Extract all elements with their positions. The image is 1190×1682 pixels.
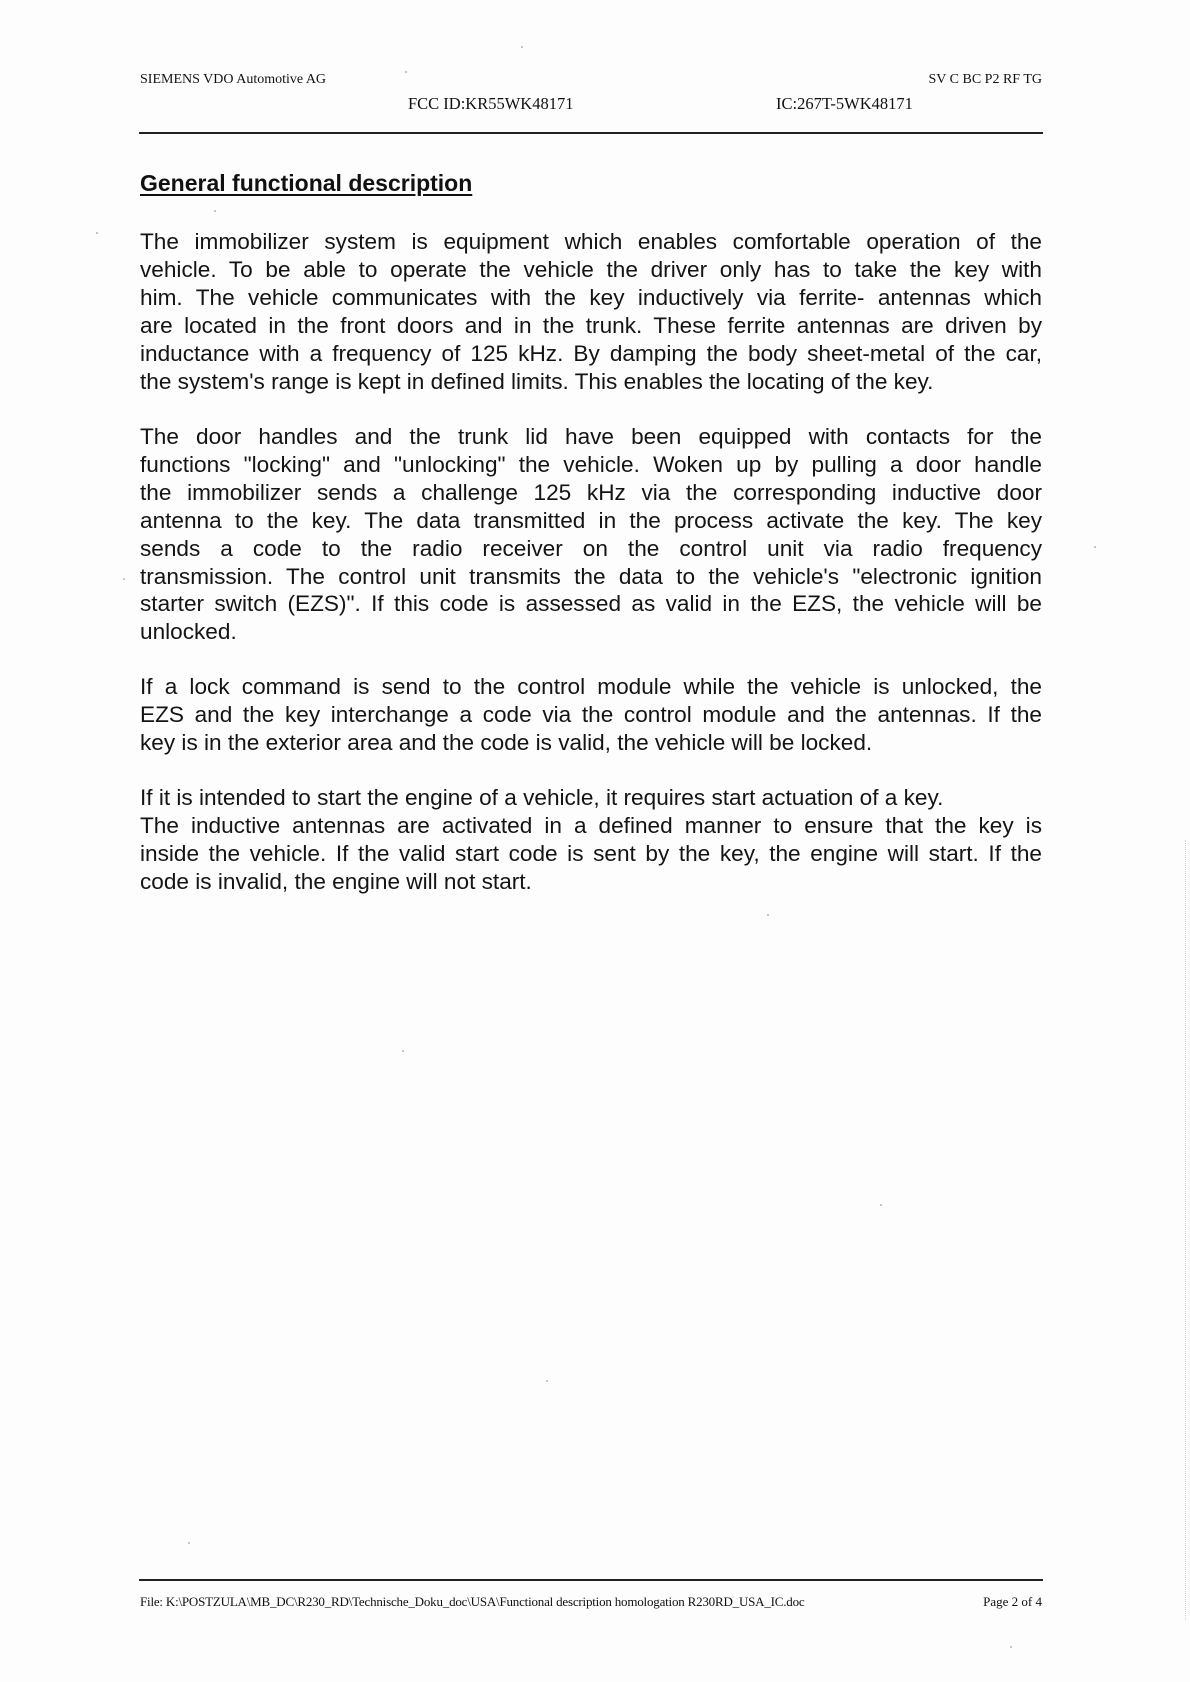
paragraph-line: sends a code to the radio receiver on the control unit via radio frequency bbox=[140, 535, 1042, 561]
paragraph-line: key is in the exterior area and the code is valid, the vehicle will be locked. bbox=[140, 729, 873, 755]
scan-speck bbox=[546, 1380, 548, 1382]
paragraph-line: If a lock command is send to the control module while the vehicle is unlocked, the bbox=[140, 674, 1042, 699]
paragraph-line: starter switch (EZS)". If this code is assessed as valid in the EZS, the vehicle will be bbox=[140, 591, 1042, 617]
scan-speck bbox=[1094, 546, 1096, 548]
paragraph-3 bbox=[140, 673, 1042, 757]
paragraph-line: inductance with a frequency of 125 kHz. By damping the body sheet-metal of the car, bbox=[140, 340, 1042, 366]
paragraph-line: the immobilizer sends a challenge 125 kHz via the corresponding inductive door bbox=[140, 479, 1042, 505]
paragraph-line: The immobilizer system is equipment which enables comfortable operation of the bbox=[140, 229, 1042, 254]
scan-edge-artifact bbox=[1185, 840, 1186, 1620]
paragraph-4 bbox=[140, 784, 1042, 896]
paragraph-line: transmission. The control unit transmits the data to the vehicle's "electronic ignition bbox=[140, 563, 1042, 589]
paragraph-line: The door handles and the trunk lid have been equipped with contacts for the bbox=[140, 424, 1042, 449]
scan-speck bbox=[405, 71, 407, 73]
scan-speck bbox=[188, 1542, 190, 1544]
paragraph-line: code is invalid, the engine will not start. bbox=[140, 868, 532, 894]
scan-speck bbox=[96, 232, 98, 234]
paragraph-line: EZS and the key interchange a code via the control module and the antennas. If the bbox=[140, 701, 1042, 727]
scan-speck bbox=[521, 46, 523, 48]
header-ic-id: IC:267T-5WK48171 bbox=[776, 94, 913, 113]
header-department: SV C BC P2 RF TG bbox=[928, 72, 1042, 87]
footer-rule bbox=[139, 1579, 1043, 1581]
footer-page-number: Page 2 of 4 bbox=[983, 1594, 1042, 1609]
scan-speck bbox=[1010, 1646, 1012, 1648]
paragraph-line: antenna to the key. The data transmitted in the process activate the key. The key bbox=[140, 507, 1042, 533]
paragraph-line: are located in the front doors and in the trunk. These ferrite antennas are driven by bbox=[140, 312, 1042, 338]
scan-speck bbox=[123, 578, 125, 580]
scan-speck bbox=[880, 1204, 882, 1206]
paragraph-line: If it is intended to start the engine of a vehicle, it requires start actuation of a key. bbox=[140, 785, 944, 810]
scan-speck bbox=[214, 210, 216, 212]
paragraph-2 bbox=[140, 423, 1042, 646]
footer-file-path: File: K:\POSTZULA\MB_DC\R230_RD\Technische_Doku_doc\USA\Functional description homologation R230RD_USA_IC.doc bbox=[140, 1594, 805, 1609]
section-heading: General functional description bbox=[140, 170, 473, 196]
paragraph-line: the system's range is kept in defined limits. This enables the locating of the key. bbox=[140, 368, 934, 394]
paragraph-line: functions "locking" and "unlocking" the vehicle. Woken up by pulling a door handle bbox=[140, 451, 1042, 477]
paragraph-line: The inductive antennas are activated in a defined manner to ensure that the key is bbox=[140, 812, 1042, 838]
scan-speck bbox=[767, 914, 769, 916]
paragraph-line: vehicle. To be able to operate the vehicle the driver only has to take the key with bbox=[140, 256, 1042, 282]
paragraph-1 bbox=[140, 228, 1042, 395]
header-rule bbox=[139, 132, 1043, 134]
paragraph-line: unlocked. bbox=[140, 619, 237, 645]
scan-speck bbox=[402, 1050, 404, 1052]
paragraph-line: him. The vehicle communicates with the key inductively via ferrite- antennas which bbox=[140, 284, 1042, 310]
paragraph-line: inside the vehicle. If the valid start code is sent by the key, the engine will start. If the bbox=[140, 840, 1042, 866]
header-company: SIEMENS VDO Automotive AG bbox=[140, 72, 327, 87]
header-fcc-id: FCC ID:KR55WK48171 bbox=[408, 94, 574, 113]
